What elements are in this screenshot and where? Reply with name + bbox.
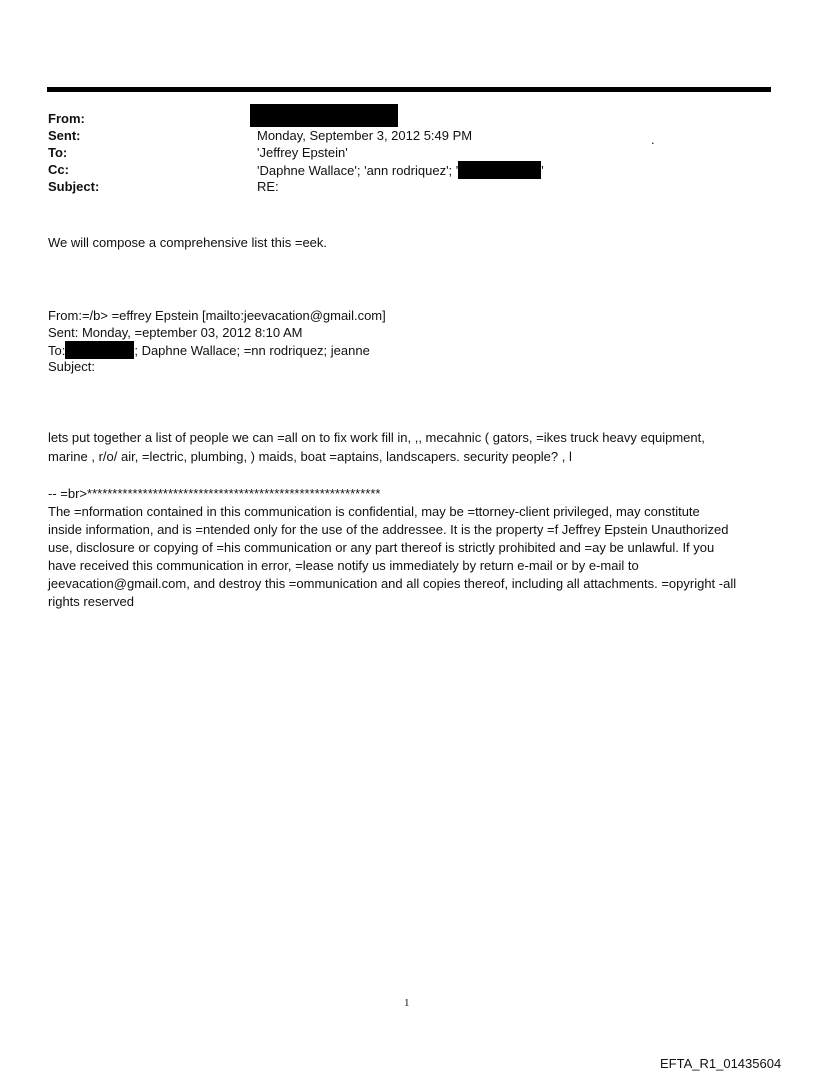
- disclaimer-line: use, disclosure or copying of =his communication or any part thereof is strictly prohibited and =ay be unlawful. If you: [48, 540, 715, 555]
- reply-text: We will compose a comprehensive list this =eek.: [48, 235, 328, 250]
- page-number: 1: [404, 997, 410, 1009]
- quoted-from: From:=/b> =effrey Epstein [mailto:jeevacation@gmail.com]: [48, 308, 386, 323]
- footer-document-id: EFTA_R1_01435604: [660, 1056, 782, 1071]
- cc-label: Cc:: [48, 162, 69, 177]
- cc-text: 'Daphne Wallace'; 'ann rodriquez'; ': [257, 163, 459, 178]
- subject-value: RE:: [257, 179, 279, 194]
- disclaimer-line: inside information, and is =ntended only for the use of the addressee. It is the property =f Jeffrey Epstein Unauthorized: [48, 522, 729, 537]
- body-line: lets put together a list of people we can =all on to fix work fill in, ,, mecahnic ( gators, =ikes truck heavy equipment,: [48, 430, 705, 445]
- stray-mark: .: [651, 132, 655, 147]
- redaction-from: [250, 104, 398, 127]
- to-value: 'Jeffrey Epstein': [257, 145, 348, 160]
- from-label: From:: [48, 111, 85, 126]
- quoted-to-label: To:: [48, 343, 66, 358]
- disclaimer-line: -- =br>**********************************************************: [48, 486, 381, 501]
- body-line: marine , r/o/ air, =lectric, plumbing, ) maids, boat =aptains, landscapers. security people? , l: [48, 449, 572, 464]
- to-label: To:: [48, 145, 68, 160]
- cc-value: [257, 161, 544, 179]
- redaction-to: [65, 341, 134, 359]
- redaction-cc: [458, 161, 544, 179]
- disclaimer-line: The =nformation contained in this communication is confidential, may be =ttorney-client privileged, may constitute: [48, 504, 700, 519]
- header-rule: [47, 87, 771, 92]
- disclaimer-line: jeevacation@gmail.com, and destroy this =ommunication and all copies thereof, including all attachments. =opyright -all: [48, 576, 737, 591]
- sent-label: Sent:: [48, 128, 81, 143]
- subject-label: Subject:: [48, 179, 100, 194]
- quoted-to-rest: ; Daphne Wallace; =nn rodriquez; jeanne: [134, 343, 370, 358]
- quoted-subject: Subject:: [48, 359, 95, 374]
- sent-value: Monday, September 3, 2012 5:49 PM: [257, 128, 473, 143]
- cc-suffix: ': [541, 163, 544, 178]
- disclaimer-line: have received this communication in error, =lease notify us immediately by return e-mail or by e-mail to: [48, 558, 639, 573]
- quoted-to: [48, 341, 370, 359]
- quoted-sent: Sent: Monday, =eptember 03, 2012 8:10 AM: [48, 325, 303, 340]
- disclaimer-line: rights reserved: [48, 594, 134, 609]
